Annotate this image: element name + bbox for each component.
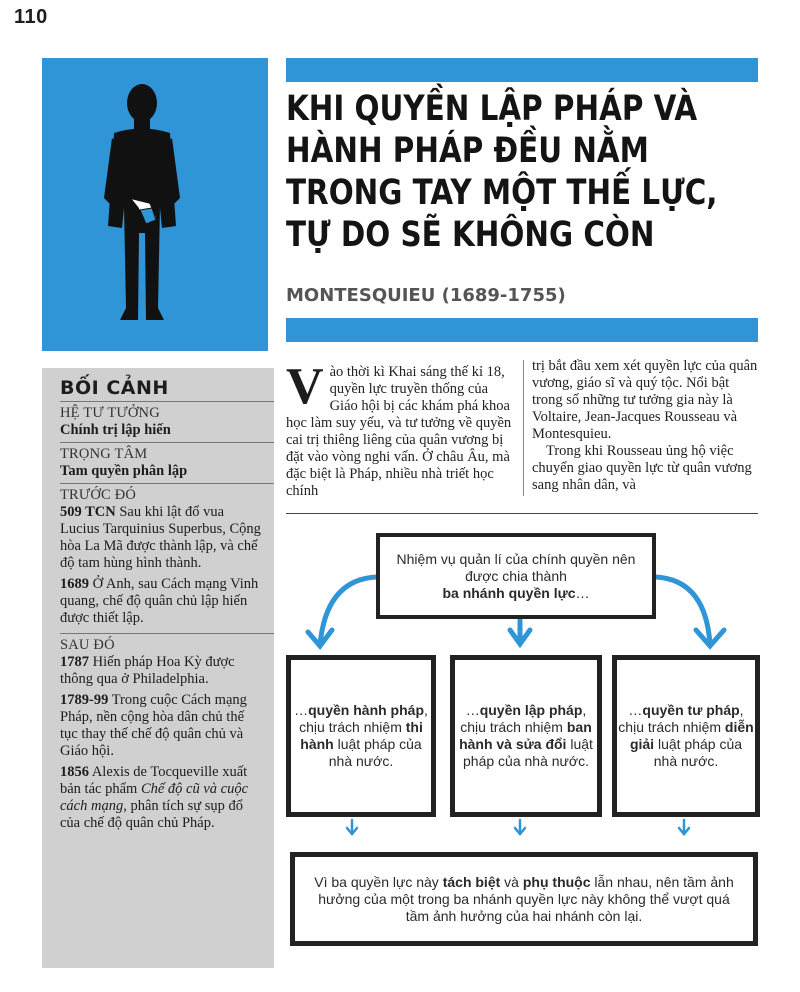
book-title: Chế độ cũ và cuộc cách mạng [60,781,249,814]
diagram-text: lẫn nhau, nên tầm ảnh hưởng của một trong ba nhánh quyền lực này không thể vượt quá tầm ảnh hưởng của hai nhánh còn lại. [318,873,734,924]
diagram-text: luật pháp của nhà nước. [463,736,593,769]
body-paragraph: Trong khi Rousseau ủng hộ việc chuyển giao quyền lực từ quân vương sang nhân dân, và [532,443,752,493]
judicial-branch-box [612,655,760,817]
diagram-conclusion-box [290,852,758,946]
ideology-label: HỆ TƯ TƯỞNG [60,405,160,421]
diagram-bold: phụ thuộc [522,873,591,890]
section-divider [286,513,758,514]
timeline-text: Alexis de Tocqueville xuất bản tác phẩm [60,764,248,797]
headline-line: TRONG TAY MỘT THẾ LỰC, [286,173,718,213]
timeline-text: , phân tích sự sụp đổ của chế độ quân chủ Pháp. [60,798,244,831]
diagram-text: … [628,702,643,718]
diagram-text: Nhiệm vụ quản lí của chính quyền nên được chia thành [396,550,636,584]
timeline-year: 509 TCN [60,504,116,520]
timeline-text: Trong cuộc Cách mạng Pháp, nền cộng hòa dân chủ thế tục thay thế chế độ quân chủ và Giáo hội. [60,692,247,759]
diagram-text: … [465,702,480,718]
timeline-entry [60,504,264,572]
context-title: BỐI CẢNH [60,377,169,399]
accent-bar-top [286,58,758,82]
headline-line: KHI QUYỀN LẬP PHÁP VÀ [286,89,698,129]
executive-branch-box [286,655,436,817]
divider [60,442,274,443]
diagram-text: luật pháp của nhà nước. [328,736,422,769]
diagram-bold: quyền tư pháp [642,702,740,718]
after-label: SAU ĐÓ [60,637,115,653]
diagram-bold: thi hành [300,719,423,752]
body-column-2 [532,358,758,494]
chapter-headline [286,88,718,256]
divider [60,401,274,402]
focus-value: Tam quyền phân lập [60,463,188,479]
accent-bar-bottom [286,318,758,342]
focus-label: TRỌNG TÂM [60,446,148,462]
ideology-value: Chính trị lập hiến [60,422,171,438]
diagram-text: Vì ba quyền lực này [314,873,443,890]
context-sidebar [42,368,274,968]
divider [60,483,274,484]
timeline-text: Ở Anh, sau Cách mạng Vinh quang, chế độ quân chủ lập hiến được thiết lập. [60,576,259,626]
diagram-bold: quyền lập pháp [479,702,583,718]
portrait-panel [42,58,268,351]
body-paragraph: trị bắt đầu xem xét quyền lực của quân vương, giáo sĩ và quý tộc. Nổi bật trong số những tư tưởng gia này là Voltaire, Jean-Jacques Rousseau và Montesquieu. [532,358,758,442]
timeline-year: 1789-99 [60,692,109,708]
diagram-bold: diễn giải [629,719,754,752]
headline-line: HÀNH PHÁP ĐỀU NẰM [286,131,649,171]
headline-line: TỰ DO SẼ KHÔNG CÒN [286,215,655,255]
diagram-text: , chịu trách nhiệm [618,702,744,735]
body-paragraph: ào thời kì Khai sáng thế kỉ 18, quyền lực truyền thống của Giáo hội bị các khám phá khoa học làm suy yếu, và tư tưởng về quyền cai trị thiêng liêng của quân vương bị đặt vào vòng nghi vấn. Ở châu Âu, mà đặc biệt là Pháp, nhiều nhà triết học chính [286,364,512,499]
diagram-bold: ban hành và sửa đổi [459,719,592,752]
diagram-text: , chịu trách nhiệm [460,702,587,735]
drop-cap: V [286,358,324,415]
diagram-text: và [500,873,523,890]
timeline-entry [60,764,264,832]
diagram-text: … [294,702,309,718]
timeline-year: 1689 [60,576,89,592]
timeline-year: 1787 [60,654,89,670]
timeline-year: 1856 [60,764,89,780]
diagram-bold: tách biệt [442,873,501,890]
timeline-entry [60,692,264,760]
divider [60,633,274,634]
timeline-text: Hiến pháp Hoa Kỳ được thông qua ở Philadelphia. [60,654,235,687]
before-label: TRƯỚC ĐÓ [60,487,137,503]
diagram-text: … [575,584,590,601]
man-silhouette-illustration [42,58,268,351]
timeline-entry [60,576,264,627]
timeline-entry [60,654,264,688]
author-byline: MONTESQUIEU (1689-1755) [286,285,566,306]
page-number: 110 [14,6,48,28]
timeline-text: Sau khi lật đổ vua Lucius Tarquinius Superbus, Cộng hòa La Mã được thành lập, và chế độ tam hùng hình thành. [60,504,261,571]
diagram-bold: ba nhánh quyền lực [442,584,576,601]
diagram-text: luật pháp của nhà nước. [653,736,743,769]
diagram-bold: quyền hành pháp [308,702,424,718]
column-divider [523,360,524,496]
diagram-top-box [376,533,656,619]
diagram-text: , chịu trách nhiệm [299,702,428,735]
body-column-1 [286,358,516,500]
legislative-branch-box [450,655,602,817]
